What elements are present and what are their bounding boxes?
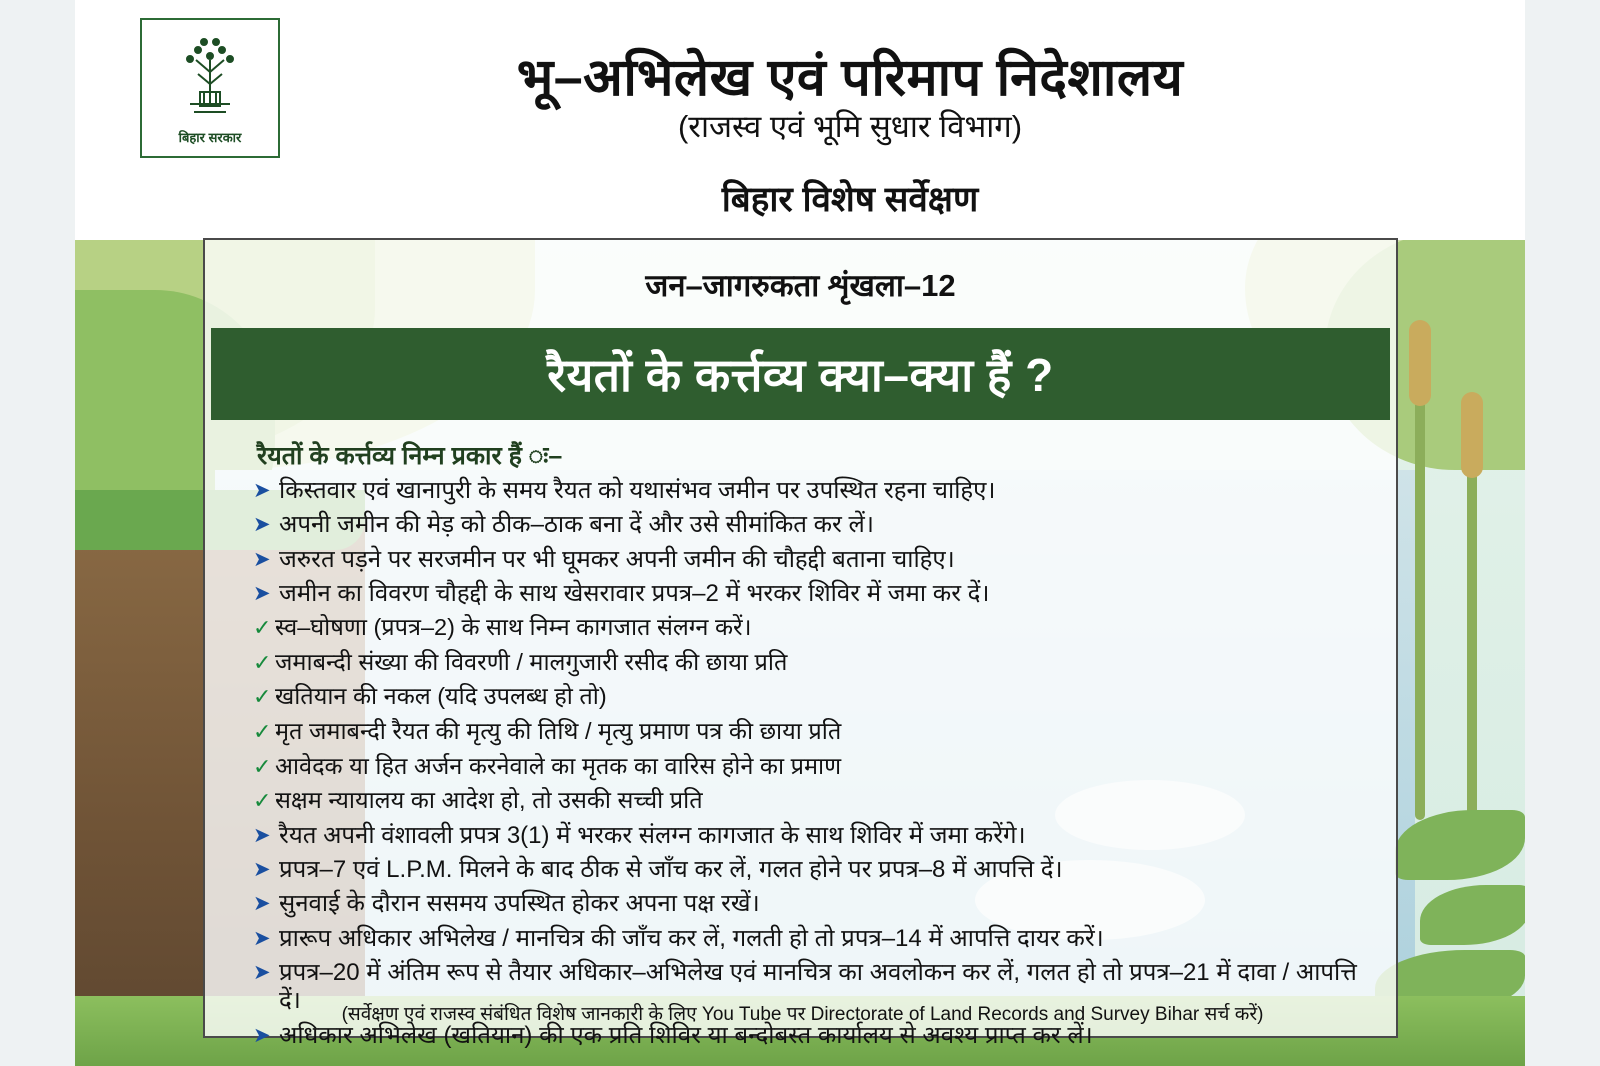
series-label: जन–जागरुकता शृंखला–12 [645,268,956,303]
arrow-bullet-icon: ➤ [253,892,271,916]
list-item-label: किस्तवार एवं खानापुरी के समय रैयत को यथासंभव जमीन पर उपस्थित रहना चाहिए। [279,477,996,504]
list-item-label: स्व–घोषणा (प्रपत्र–2) के साथ निम्न कागजात संलग्न करें। [275,614,752,641]
list-item [253,508,1366,542]
cattail-shape [1409,320,1431,406]
emblem-caption: बिहार सरकार [178,130,242,145]
page-title: भू–अभिलेख एवं परिमाप निदेशालय [516,49,1184,107]
list-item [253,474,1366,508]
reed-shape [1415,400,1425,820]
arrow-bullet-icon: ➤ [253,547,271,571]
reed-shape [1467,470,1477,850]
list-item-label: सक्षम न्यायालय का आदेश हो, तो उसकी सच्ची प्रति [275,787,703,814]
page-subtitle: (राजस्व एवं भूमि सुधार विभाग) [677,109,1023,144]
list-item [253,680,1366,715]
footer-note [205,1000,1400,1026]
scheme-title: बिहार विशेष सर्वेक्षण [721,180,979,219]
list-item-label: मृत जमाबन्दी रैयत की मृत्यु की तिथि / मृत्यु प्रमाण पत्र की छाया प्रति [275,718,842,745]
list-item [253,853,1366,887]
arrow-bullet-icon: ➤ [253,1023,271,1047]
check-icon: ✓ [253,615,272,641]
list-item [253,577,1366,611]
question-banner [211,328,1390,420]
list-item [253,922,1366,956]
check-icon: ✓ [253,788,272,814]
list-item [253,784,1366,819]
arrow-bullet-icon: ➤ [253,513,271,537]
list-item [253,543,1366,577]
arrow-bullet-icon: ➤ [253,961,271,985]
duties-list [205,474,1396,1053]
question-banner-text: रैयतों के कर्त्तव्य क्या–क्या हैं ? [547,349,1054,401]
arrow-bullet-icon: ➤ [253,581,271,605]
arrow-bullet-icon: ➤ [253,479,271,502]
arrow-bullet-icon: ➤ [253,858,271,882]
list-item-label: अपनी जमीन की मेड़ को ठीक–ठाक बना दें और उसे सीमांकित कर लें। [279,511,874,539]
list-item-label: प्रारूप अधिकार अभिलेख / मानचित्र की जाँच कर लें, गलती हो तो प्रपत्र–14 में आपत्ति दायर करें। [279,924,1104,952]
check-icon: ✓ [253,684,272,710]
list-item [253,819,1366,853]
list-item [253,715,1366,750]
list-item [253,611,1366,646]
intro-text: रैयतों के कर्त्तव्य निम्न प्रकार हैं ः– [257,442,563,470]
poster-header [75,0,1525,240]
cattail-shape [1461,392,1483,478]
list-item-label: प्रपत्र–20 में अंतिम रूप से तैयार अधिकार–अभिलेख एवं मानचित्र का अवलोकन कर लें, गलत हो तो प्रपत्र–21 में दावा / आपत्ति दें। [279,959,1357,1015]
poster [75,0,1525,1066]
check-icon: ✓ [253,719,272,745]
arrow-bullet-icon: ➤ [253,926,271,950]
leaf-shape [1420,885,1525,945]
list-item-label: प्रपत्र–7 एवं L.P.M. मिलने के बाद ठीक से जाँच कर लें, गलत होने पर प्रपत्र–8 में आपत्ति दें। [279,856,1063,884]
list-item-label: जरुरत पड़ने पर सरजमीन पर भी घूमकर अपनी जमीन की चौहद्दी बताना चाहिए। [279,545,955,573]
check-icon: ✓ [253,753,272,779]
list-item [253,887,1366,921]
footer-note-text: (सर्वेक्षण एवं राजस्व संबंधित विशेष जानकारी के लिए You Tube पर Directorate of Land Records and Survey Bihar सर्च करें) [341,1004,1264,1025]
bihar-government-emblem [140,18,280,158]
arrow-bullet-icon: ➤ [253,823,271,847]
list-item [253,750,1366,785]
list-item-label: रैयत अपनी वंशावली प्रपत्र 3(1) में भरकर संलग्न कागजात के साथ शिविर में जमा करेंगे। [279,821,1026,849]
list-item-label: खतियान की नकल (यदि उपलब्ध हो तो) [275,683,607,710]
content-card [203,238,1398,1049]
list-item-label: आवेदक या हित अर्जन करनेवाले का मृतक का वारिस होने का प्रमाण [275,752,842,779]
list-item-label: जमाबन्दी संख्या की विवरणी / मालगुजारी रसीद की छाया प्रति [275,648,788,675]
list-item-label: जमीन का विवरण चौहद्दी के साथ खेसरावार प्रपत्र–2 में भरकर शिविर में जमा कर दें। [279,579,990,607]
check-icon: ✓ [253,649,272,675]
list-item-label: सुनवाई के दौरान ससमय उपस्थित होकर अपना पक्ष रखें। [279,890,760,918]
list-item-label: अधिकार अभिलेख (खतियान) की एक प्रति शिविर या बन्दोबस्त कार्यालय से अवश्य प्राप्त कर लें। [279,1021,1093,1049]
list-item [253,646,1366,681]
